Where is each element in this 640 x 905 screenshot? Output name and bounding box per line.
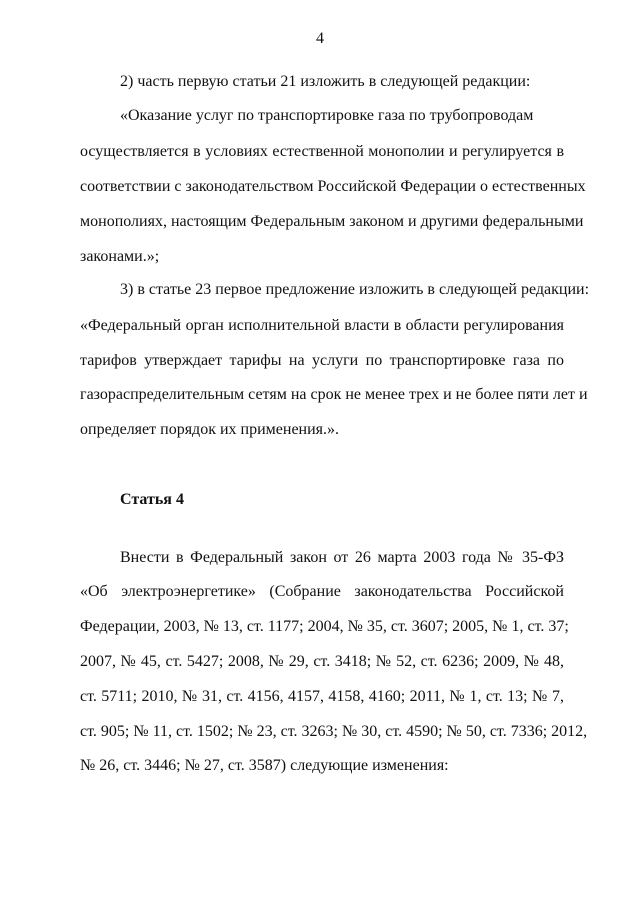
item-3-quote-line-3: газораспределительным сетям на срок не менее трех и не более пяти лет и bbox=[80, 386, 588, 403]
article-line-7: № 26, ст. 3446; № 27, ст. 3587) следующие изменения: bbox=[80, 757, 449, 774]
article-line-4: 2007, № 45, ст. 5427; 2008, № 29, ст. 3418; № 52, ст. 6236; 2009, № 48, bbox=[80, 653, 564, 670]
article-line-2: «Об электроэнергетике» (Собрание законодательства Российской bbox=[80, 583, 564, 600]
article-line-1: Внести в Федеральный закон от 26 марта 2003 года № 35-ФЗ bbox=[120, 549, 564, 566]
item-3-quote-line-1: «Федеральный орган исполнительной власти в области регулирования bbox=[80, 317, 564, 334]
article-line-6: ст. 905; № 11, ст. 1502; № 23, ст. 3263; № 30, ст. 4590; № 50, ст. 7336; 2012, bbox=[80, 723, 588, 740]
article-line-3: Федерации, 2003, № 13, ст. 1177; 2004, № 35, ст. 3607; 2005, № 1, ст. 37; bbox=[80, 618, 569, 635]
item-2-intro: 2) часть первую статьи 21 изложить в следующей редакции: bbox=[120, 73, 531, 90]
article-heading: Статья 4 bbox=[120, 491, 184, 508]
item-3-intro: 3) в статье 23 первое предложение изложить в следующей редакции: bbox=[120, 281, 590, 298]
item-3-quote-line-2: тарифов утверждает тарифы на услуги по транспортировке газа по bbox=[80, 352, 564, 369]
item-2-quote-line-4: монополиях, настоящим Федеральным законом и другими федеральными bbox=[80, 213, 584, 230]
item-2-quote-line-2: осуществляется в условиях естественной монополии и регулируется в bbox=[80, 143, 564, 160]
item-3-quote-line-4: определяет порядок их применения.». bbox=[80, 421, 340, 438]
item-2-quote-line-3: соответствии с законодательством Российской Федерации о естественных bbox=[80, 178, 586, 195]
item-2-quote-line-5: законами.»; bbox=[80, 248, 160, 265]
item-2-quote-line-1: «Оказание услуг по транспортировке газа по трубопроводам bbox=[120, 107, 534, 124]
page-number: 4 bbox=[316, 30, 324, 47]
article-line-5: ст. 5711; 2010, № 31, ст. 4156, 4157, 4158, 4160; 2011, № 1, ст. 13; № 7, bbox=[80, 688, 564, 705]
